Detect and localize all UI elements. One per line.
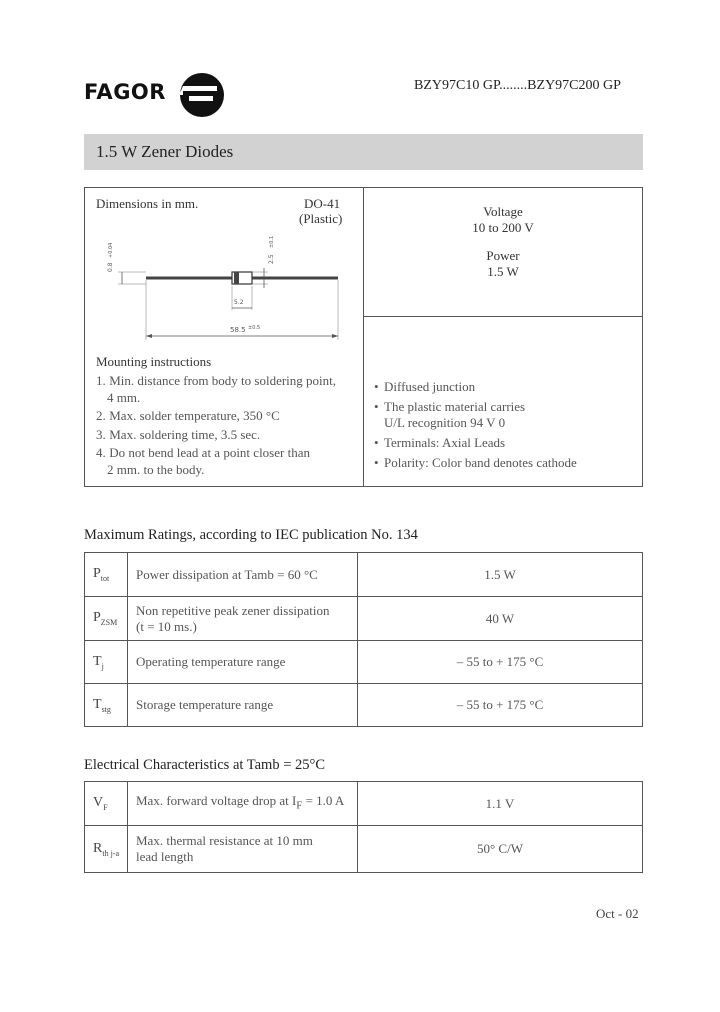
table-row: $T_j$ Operating temperature range – 55 to + 175 °C [85,641,643,684]
list-item: 4. Do not bend lead at a point closer than 2 mm. to the body. [96,445,310,477]
body-len-label: 5.2 [234,299,244,306]
title-band [84,134,643,170]
table-row: $R_{th j-a}$ Max. thermal resistance at 10 mm lead length 50° C/W [85,826,643,873]
max-ratings-table [84,552,643,727]
footer-date: Oct - 02 [596,906,639,921]
voltage-value: 10 to 200 V [472,220,534,235]
bullet-icon: • [374,399,379,414]
package-material: (Plastic) [299,211,343,226]
bullet-icon: • [374,455,379,470]
power-value: 1.5 W [487,264,519,279]
body-dia-tol: ±0.1 [269,235,275,248]
list-item: • Polarity: Color band denotes cathode [374,455,577,470]
mounting-title: Mounting instructions [96,354,212,369]
list-item: • The plastic material carries U/L recognition 94 V 0 [374,399,526,430]
overall-len-label: 58.5 [230,326,246,334]
mounting-list [96,373,361,480]
fagor-logo-icon [175,72,229,118]
list-item: 2. Max. solder temperature, 350 °C [96,408,280,423]
package-outline-drawing [98,228,348,346]
bullet-icon: • [374,379,379,394]
table-row: $P_{tot}$ Power dissipation at Tamb = 60 °C 1.5 W [85,553,643,597]
body-dia-label: 2.5 [268,254,275,264]
horizontal-divider [363,316,643,317]
dimensions-label: Dimensions in mm. [96,196,199,211]
lead-dia-tol: +0.04 [108,242,114,258]
list-item: • Diffused junction [374,379,476,394]
cathode-band [234,272,239,284]
table-row: $P_{ZSM}$ Non repetitive peak zener dissipation (t = 10 ms.) 40 W [85,597,643,641]
package-name: DO-41 [304,196,341,211]
part-number-range: BZY97C10 GP........BZY97C200 GP [414,78,621,93]
power-label: Power [486,248,520,263]
lead-dia-label: 0.8 [107,262,114,272]
bullet-icon: • [374,435,379,450]
voltage-label: Voltage [483,204,523,219]
max-ratings-title: Maximum Ratings, according to IEC publication No. 134 [84,527,418,543]
table-row: $V_F$ Max. forward voltage drop at $I_F = 1.0$ A 1.1 V [85,782,643,826]
page-title: 1.5 W Zener Diodes [96,142,234,161]
table-row: $T_{stg}$ Storage temperature range – 55 to + 175 °C [85,684,643,727]
brand-logo-text: FAGOR [84,80,166,104]
list-item: 3. Max. soldering time, 3.5 sec. [96,426,261,442]
features-list [374,379,639,475]
electrical-title: Electrical Characteristics at Tamb = 25°C [84,757,325,773]
electrical-table [84,781,643,873]
list-item: • Terminals: Axial Leads [374,435,506,450]
list-item: 1. Min. distance from body to soldering point, 4 mm. [96,373,337,405]
overall-len-tol: ±0.5 [248,325,261,331]
